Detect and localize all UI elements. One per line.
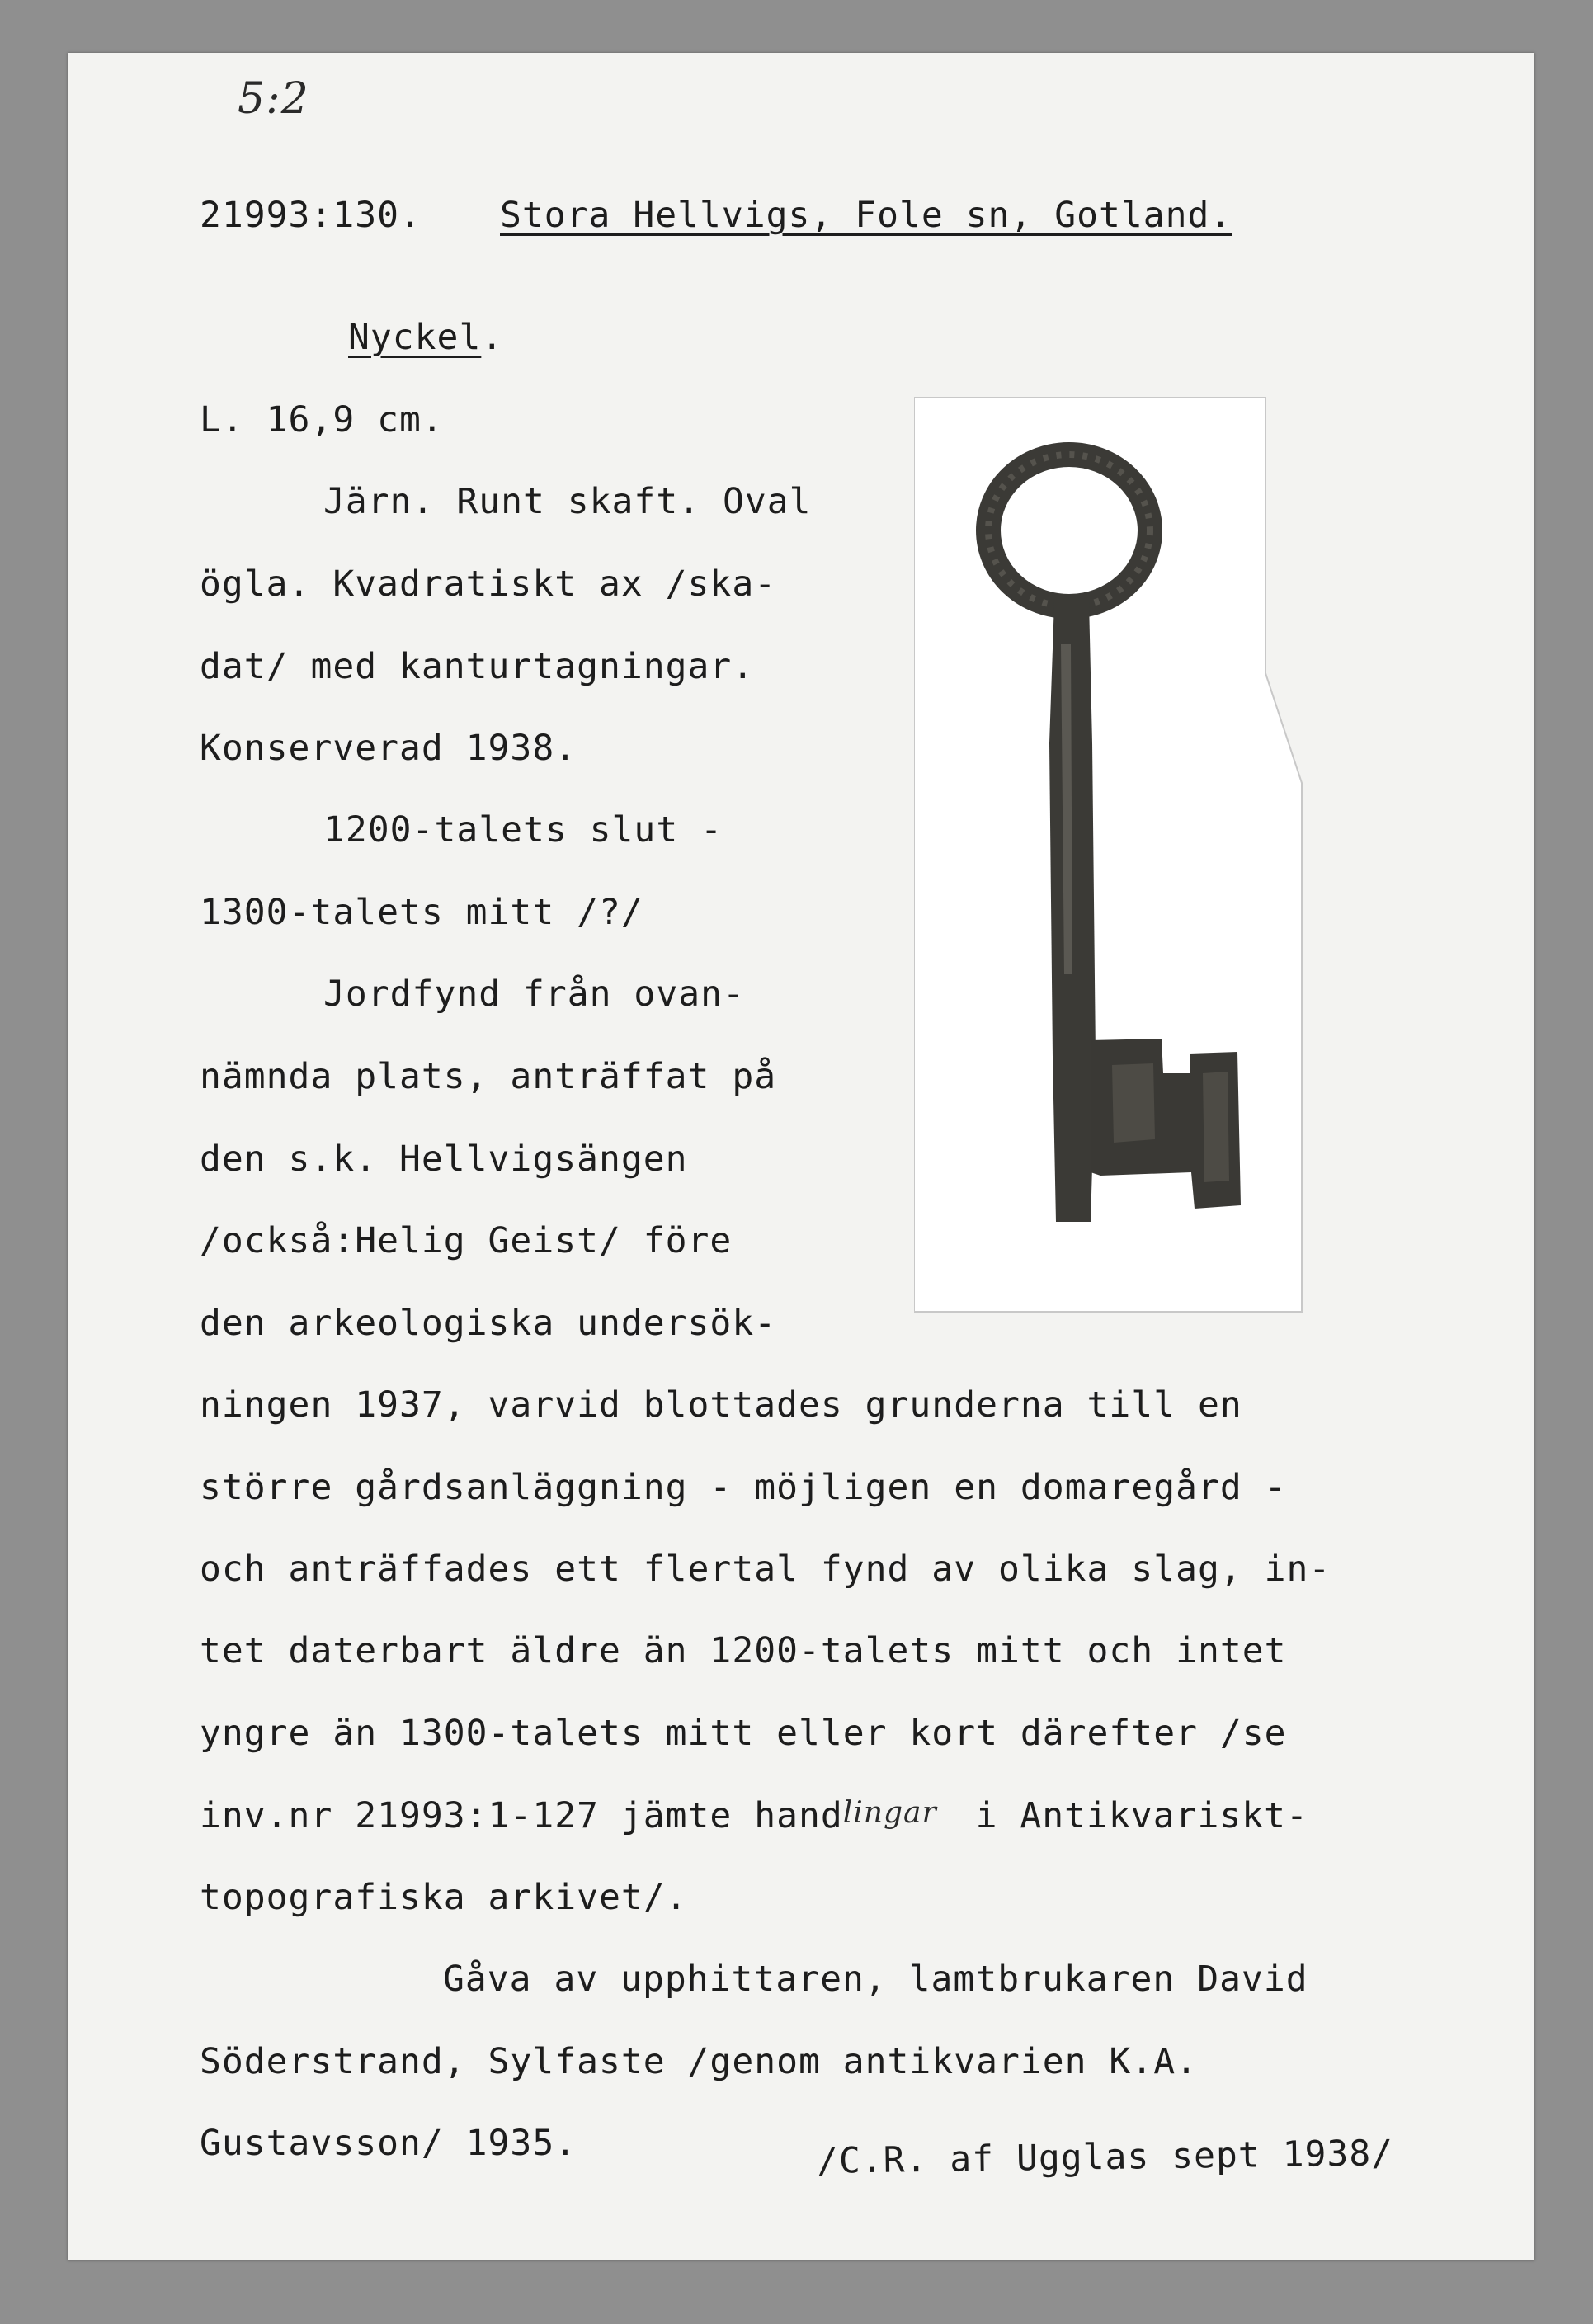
desc-line: tet daterbart äldre än 1200-talets mitt och intet xyxy=(200,1630,1287,1671)
handwritten-correction: lingar xyxy=(842,1796,937,1830)
desc-line: dat/ med kanturtagningar. xyxy=(200,646,755,687)
archive-line: topografiska arkivet/. xyxy=(200,1877,688,1918)
desc-line: Jordfynd från ovan- xyxy=(323,973,745,1015)
corner-note: 5:2 xyxy=(238,74,309,124)
donation-line: Söderstrand, Sylfaste /genom antikvarien K.A. xyxy=(200,2041,1198,2082)
key-image xyxy=(914,397,1349,1361)
desc-line: Järn. Runt skaft. Oval xyxy=(323,481,812,522)
inventory-number: 21993:130. xyxy=(200,195,422,236)
inv-suffix: i Antikvariskt- xyxy=(975,1795,1308,1836)
catalog-card xyxy=(68,53,1534,2260)
donation-line: Gustavsson/ 1935. xyxy=(200,2123,577,2164)
desc-line: nämnda plats, anträffat på xyxy=(200,1056,777,1097)
desc-line: 1300-talets mitt /?/ xyxy=(200,892,643,933)
desc-line: större gårdsanläggning - möjligen en domaregård - xyxy=(200,1467,1287,1508)
author-signature: /C.R. af Ugglas sept 1938/ xyxy=(816,2133,1394,2182)
desc-line: /också:Helig Geist/ före xyxy=(200,1220,733,1261)
donation-line: Gåva av upphittaren, lamtbrukaren David xyxy=(443,1959,1308,2000)
desc-line: ningen 1937, varvid blottades grunderna till en xyxy=(200,1384,1242,1426)
inventory-reference-line xyxy=(200,1795,1308,1836)
desc-line: Konserverad 1938. xyxy=(200,728,577,769)
desc-line: den s.k. Hellvigsängen xyxy=(200,1138,688,1180)
key-photograph xyxy=(914,397,1349,1361)
object-name: Nyckel xyxy=(348,317,482,358)
find-location: Stora Hellvigs, Fole sn, Gotland. xyxy=(500,195,1232,236)
desc-line: 1200-talets slut - xyxy=(323,809,723,851)
desc-line: den arkeologiska undersök- xyxy=(200,1303,777,1344)
measure: L. 16,9 cm. xyxy=(200,399,444,441)
inv-prefix: inv.nr 21993:1-127 jämte hand xyxy=(200,1795,843,1836)
desc-line: yngre än 1300-talets mitt eller kort därefter /se xyxy=(200,1713,1287,1754)
desc-line: ögla. Kvadratiskt ax /ska- xyxy=(200,563,777,605)
object-title xyxy=(348,317,504,358)
desc-line: och anträffades ett flertal fynd av olika slag, in- xyxy=(200,1549,1331,1590)
object-name-suffix: . xyxy=(481,317,504,358)
